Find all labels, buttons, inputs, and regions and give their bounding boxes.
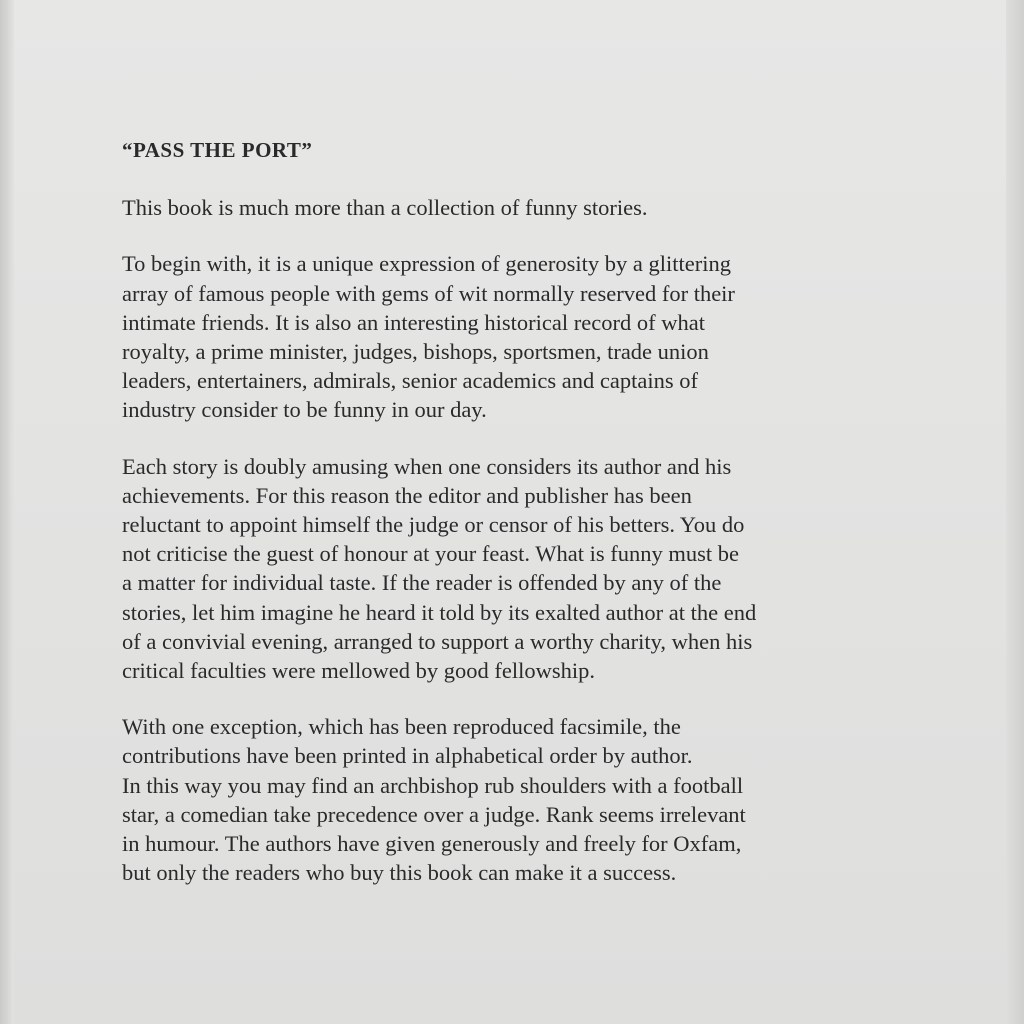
- text-line: contributions have been printed in alphabetical order by author.: [122, 743, 693, 769]
- paragraph-generosity: [122, 249, 897, 424]
- page-text-block: [122, 136, 897, 914]
- text-line: This book is much more than a collection of funny stories.: [122, 195, 648, 221]
- text-line: star, a comedian take precedence over a judge. Rank seems irrelevant: [122, 801, 746, 827]
- page-right-edge: [1006, 0, 1024, 1024]
- text-line: In this way you may find an archbishop rub shoulders with a football: [122, 772, 744, 798]
- text-line: achievements. For this reason the editor and publisher has been: [122, 482, 692, 508]
- text-line: stories, let him imagine he heard it told by its exalted author at the end: [122, 599, 757, 625]
- paragraph-order: [122, 712, 897, 887]
- text-line: of a convivial evening, arranged to support a worthy charity, when his: [122, 628, 753, 654]
- text-line: but only the readers who buy this book can make it a success.: [122, 860, 677, 886]
- paragraph-intro: [122, 193, 897, 222]
- text-line: leaders, entertainers, admirals, senior academics and captains of: [122, 368, 699, 394]
- page-gutter-shadow: [0, 0, 14, 1024]
- text-line: royalty, a prime minister, judges, bishops, sportsmen, trade union: [122, 339, 709, 365]
- page-title: “PASS THE PORT”: [122, 138, 313, 162]
- text-line: Each story is doubly amusing when one considers its author and his: [122, 453, 732, 479]
- text-line: industry consider to be funny in our day.: [122, 397, 487, 423]
- paragraph-amusing: [122, 452, 897, 686]
- text-line: a matter for individual taste. If the reader is offended by any of the: [122, 570, 722, 596]
- text-line: To begin with, it is a unique expression of generosity by a glittering: [122, 251, 731, 277]
- text-line: With one exception, which has been reproduced facsimile, the: [122, 714, 681, 740]
- text-line: intimate friends. It is also an interesting historical record of what: [122, 309, 705, 335]
- text-line: array of famous people with gems of wit normally reserved for their: [122, 280, 735, 306]
- text-line: in humour. The authors have given generously and freely for Oxfam,: [122, 831, 742, 857]
- text-line: critical faculties were mellowed by good fellowship.: [122, 658, 595, 684]
- text-line: not criticise the guest of honour at your feast. What is funny must be: [122, 541, 739, 567]
- text-line: reluctant to appoint himself the judge or censor of his betters. You do: [122, 512, 745, 538]
